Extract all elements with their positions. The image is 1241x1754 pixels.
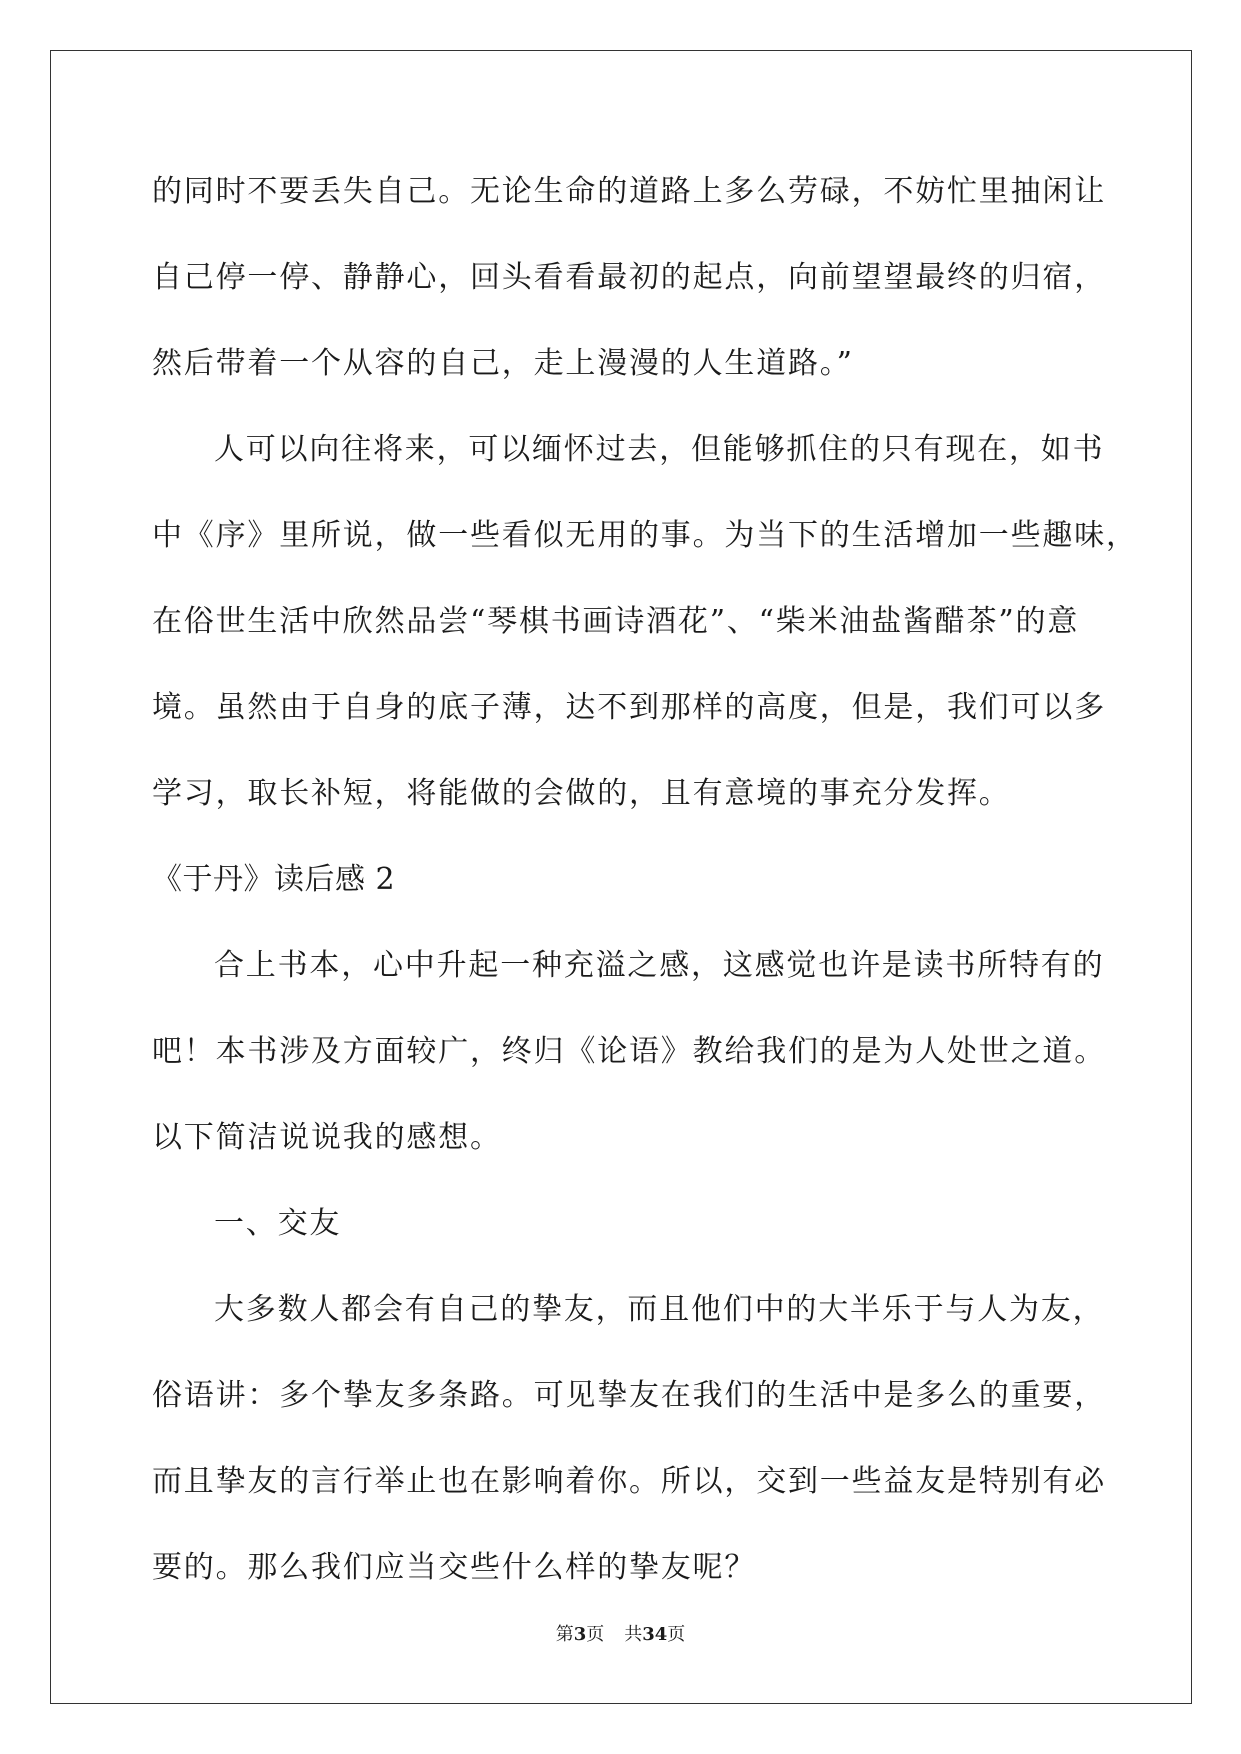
paragraph-line: 要的。那么我们应当交些什么样的挚友呢？ [152, 1550, 757, 1585]
paragraph-line: 俗语讲：多个挚友多条路。可见挚友在我们的生活中是多么的重要， [152, 1378, 1106, 1413]
paragraph-line: 自己停一停、静静心，回头看看最初的起点，向前望望最终的归宿， [152, 260, 1106, 295]
paragraph-line: 的同时不要丢失自己。无论生命的道路上多么劳碌，不妨忙里抽闲让 [152, 174, 1106, 209]
paragraph-line: 吧！本书涉及方面较广，终归《论语》教给我们的是为人处世之道。 [152, 1034, 1106, 1069]
page-number: 3 [573, 1624, 587, 1645]
paragraph-line: 中《序》里所说，做一些看似无用的事。为当下的生活增加一些趣味， [152, 518, 1138, 553]
subsection-heading: 一、交友 [214, 1206, 342, 1241]
paragraph-line: 人可以向往将来，可以缅怀过去，但能够抓住的只有现在，如书 [214, 432, 1105, 467]
paragraph-line: 而且挚友的言行举止也在影响着你。所以，交到一些益友是特别有必 [152, 1464, 1106, 1499]
total-suffix: 页 [667, 1624, 686, 1645]
paragraph-line: 然后带着一个从容的自己，走上漫漫的人生道路。” [152, 346, 854, 381]
paragraph-line: 境。虽然由于自身的底子薄，达不到那样的高度，但是，我们可以多 [152, 690, 1106, 725]
paragraph-line: 在俗世生活中欣然品尝“琴棋书画诗酒花”、“柴米油盐酱醋茶”的意 [152, 604, 1080, 639]
document-body [152, 162, 1138, 1624]
page-suffix: 页 [586, 1624, 605, 1645]
paragraph-line: 大多数人都会有自己的挚友，而且他们中的大半乐于与人为友， [214, 1292, 1105, 1327]
section-heading: 《于丹》读后感 2 [152, 862, 396, 897]
page-footer [0, 1620, 1241, 1646]
total-prefix: 共 [624, 1624, 643, 1645]
paragraph-line: 合上书本，心中升起一种充溢之感，这感觉也许是读书所特有的 [214, 948, 1105, 983]
total-pages: 34 [642, 1624, 668, 1645]
paragraph-line: 以下简洁说说我的感想。 [152, 1120, 502, 1155]
paragraph-line: 学习，取长补短，将能做的会做的，且有意境的事充分发挥。 [152, 776, 1011, 811]
page-prefix: 第 [555, 1624, 574, 1645]
